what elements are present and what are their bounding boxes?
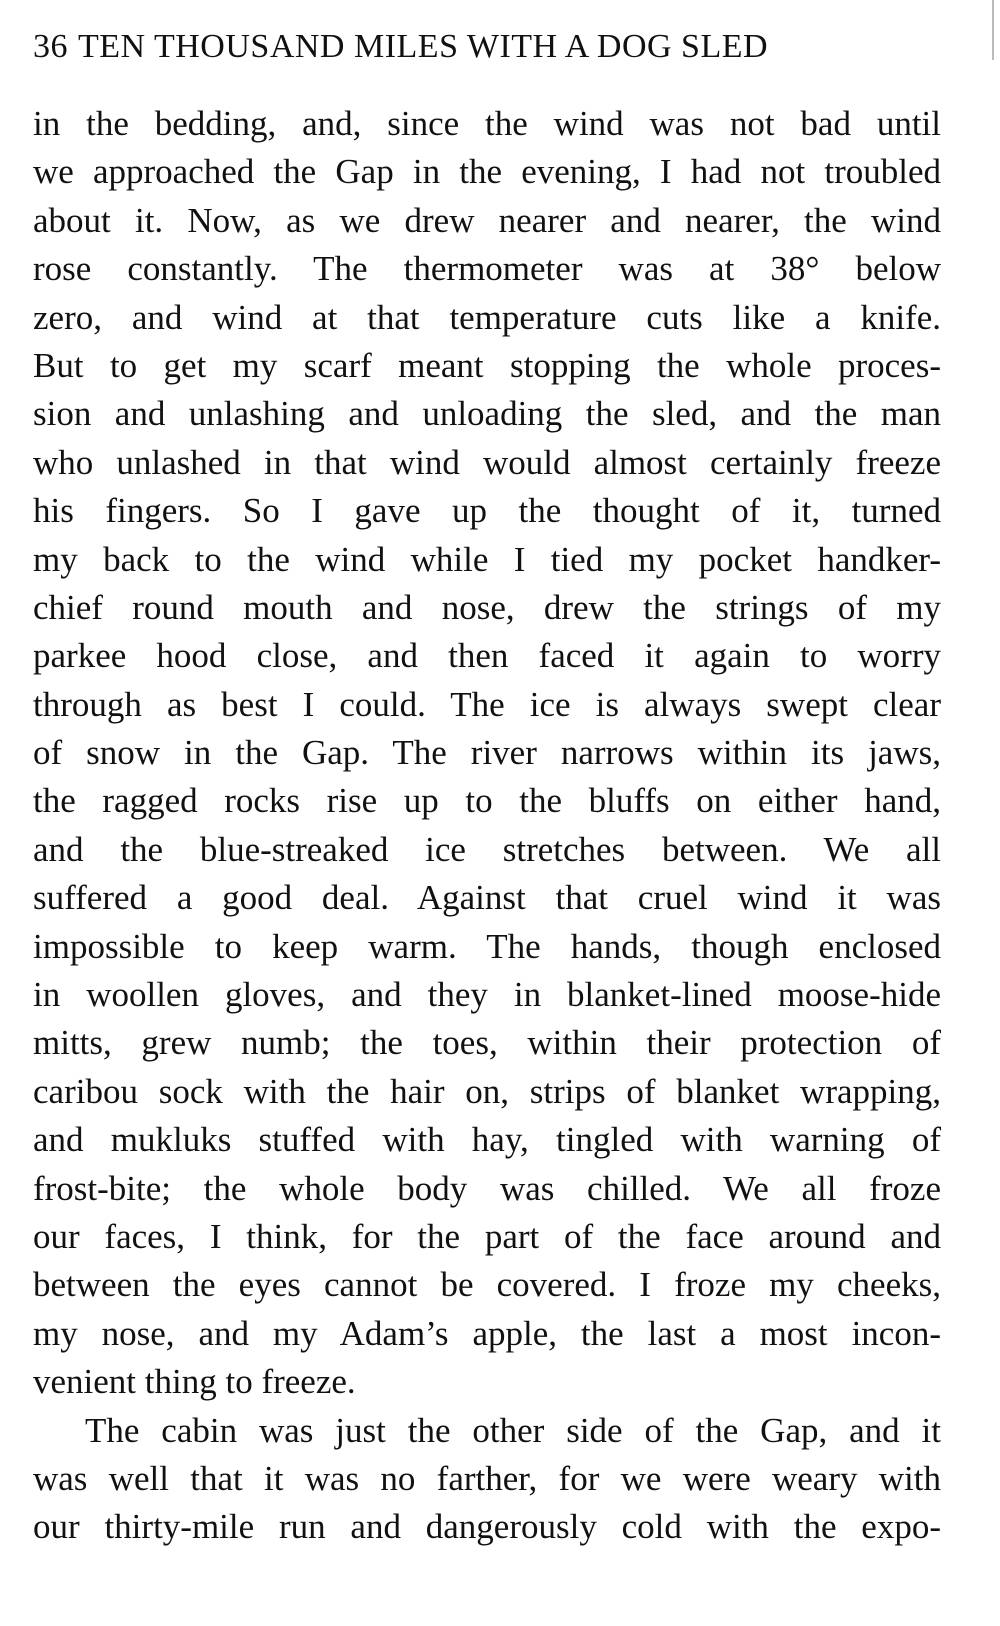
text-line: frost-bite; the whole body was chilled. We all froze: [33, 1168, 941, 1208]
text-line: rose constantly. The thermometer was at 38° below: [33, 249, 941, 289]
paragraph-1: [33, 100, 941, 1407]
text-line: my back to the wind while I tied my pocket handker-: [33, 539, 941, 579]
text-line: zero, and wind at that temperature cuts like a knife.: [33, 297, 941, 337]
scan-edge-mark: [992, 0, 994, 60]
text-line: The cabin was just the other side of the Gap, and it: [85, 1410, 941, 1450]
text-line: sion and unlashing and unloading the sled, and the man: [33, 394, 941, 434]
text-line: his fingers. So I gave up the thought of it, turned: [33, 491, 941, 531]
text-line: and mukluks stuffed with hay, tingled with warning of: [33, 1120, 941, 1160]
text-line: was well that it was no farther, for we were weary with: [33, 1458, 941, 1498]
text-line: caribou sock with the hair on, strips of blanket wrapping,: [33, 1071, 941, 1111]
text-line: in the bedding, and, since the wind was not bad until: [33, 104, 941, 143]
text-line: But to get my scarf meant stopping the whole proces-: [33, 345, 941, 385]
text-line: of snow in the Gap. The river narrows within its jaws,: [33, 733, 941, 773]
text-line: my nose, and my Adam’s apple, the last a most incon-: [33, 1313, 941, 1353]
text-line: through as best I could. The ice is always swept clear: [33, 684, 941, 724]
text-line: about it. Now, as we drew nearer and nearer, the wind: [33, 200, 941, 240]
text-line: our faces, I think, for the part of the face around and: [33, 1216, 941, 1256]
body-text: [33, 100, 941, 1552]
page-number: 36: [33, 28, 68, 65]
text-line: our thirty-mile run and dangerously cold with the expo-: [33, 1507, 941, 1547]
text-line: we approached the Gap in the evening, I had not troubled: [33, 152, 941, 192]
text-line: the ragged rocks rise up to the bluffs on either hand,: [33, 781, 941, 821]
text-line: parkee hood close, and then faced it again to worry: [33, 636, 941, 676]
text-line: who unlashed in that wind would almost certainly freeze: [33, 442, 941, 482]
text-line: mitts, grew numb; the toes, within their protection of: [33, 1023, 941, 1063]
text-line: impossible to keep warm. The hands, though enclosed: [33, 926, 941, 966]
text-line: suffered a good deal. Against that cruel wind it was: [33, 878, 941, 918]
running-head: [33, 28, 938, 66]
text-line: venient thing to freeze.: [33, 1362, 356, 1402]
text-line: in woollen gloves, and they in blanket-lined moose-hide: [33, 975, 941, 1015]
running-title: TEN THOUSAND MILES WITH A DOG SLED: [78, 28, 769, 65]
text-line: between the eyes cannot be covered. I froze my cheeks,: [33, 1265, 941, 1305]
text-line: and the blue-streaked ice stretches between. We all: [33, 829, 941, 869]
text-line: chief round mouth and nose, drew the strings of my: [33, 587, 941, 627]
paragraph-2: [33, 1407, 941, 1552]
